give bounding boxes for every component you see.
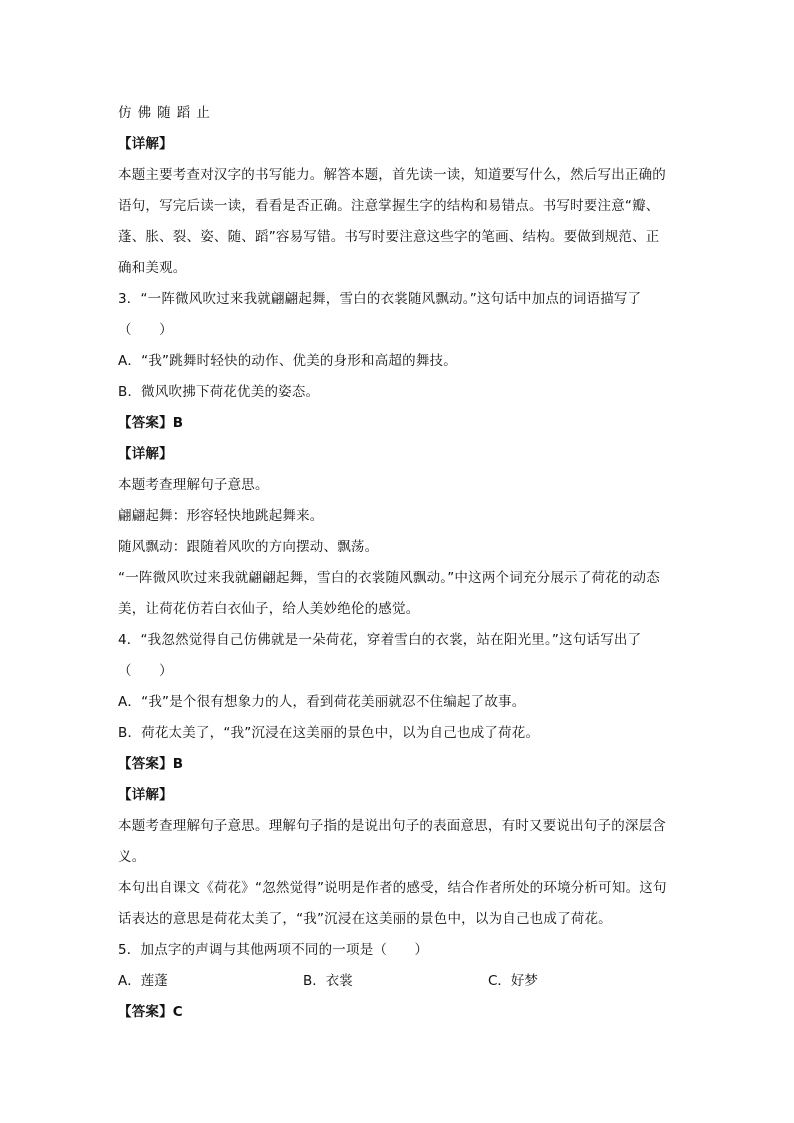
question-3-option-a: A．“我”跳舞时轻快的动作、优美的身形和高超的舞技。	[118, 353, 457, 369]
explanation-text: 义。	[118, 849, 146, 865]
explanation-text: 本题考查理解句子意思。	[118, 477, 269, 493]
explanation-text: 语句，写完后读一读，看看是否正确。注意掌握生字的结构和易错点。书写时要注意“瓣、	[118, 198, 660, 214]
question-5-option-b: B．衣裳	[303, 973, 353, 989]
answer-heading: 【答案】C	[118, 1004, 183, 1020]
explanation-heading: 【详解】	[118, 446, 173, 462]
question-3-blank: （ ）	[118, 322, 173, 338]
explanation-text: 美，让荷花仿若白衣仙子，给人美妙绝伦的感觉。	[118, 601, 420, 617]
question-3: 3．“一阵微风吹过来我就翩翩起舞，雪白的衣裳随风飘动。”这句话中加点的词语描写了	[118, 291, 642, 307]
question-4-blank: （ ）	[118, 663, 173, 679]
explanation-text: 话表达的意思是荷花太美了，“我”沉浸在这美丽的景色中，以为自己也成了荷花。	[118, 911, 612, 927]
explanation-text: 蓬、胀、裂、姿、随、蹈”容易写错。书写时要注意这些字的笔画、结构。要做到规范、正	[118, 229, 660, 245]
question-4-option-a: A．“我”是个很有想象力的人，看到荷花美丽就忍不住编起了故事。	[118, 694, 526, 710]
question-5: 5．加点字的声调与其他两项不同的一项是（ ）	[118, 942, 429, 958]
answer-heading: 【答案】B	[118, 415, 184, 431]
explanation-heading: 【详解】	[118, 787, 173, 803]
explanation-text: 翩翩起舞：形容轻快地跳起舞来。	[118, 508, 324, 524]
question-3-option-b: B．微风吹拂下荷花优美的姿态。	[118, 384, 320, 400]
explanation-text: 本题主要考查对汉字的书写能力。解答本题，首先读一读，知道要写什么，然后写出正确的	[118, 167, 666, 183]
answer-heading: 【答案】B	[118, 756, 184, 772]
answer-characters: 仿 佛 随 蹈 止	[118, 105, 211, 121]
question-5-option-c: C．好梦	[488, 973, 538, 989]
explanation-text: 确和美观。	[118, 260, 187, 276]
explanation-text: “一阵微风吹过来我就翩翩起舞，雪白的衣裳随风飘动。”中这两个词充分展示了荷花的动态	[118, 570, 660, 586]
question-4-option-b: B．荷花太美了，“我”沉浸在这美丽的景色中，以为自己也成了荷花。	[118, 725, 540, 741]
explanation-heading: 【详解】	[118, 136, 173, 152]
explanation-text: 本题考查理解句子意思。理解句子指的是说出句子的表面意思，有时又要说出句子的深层含	[118, 818, 666, 834]
question-4: 4．“我忽然觉得自己仿佛就是一朵荷花，穿着雪白的衣裳，站在阳光里。”这句话写出了	[118, 632, 642, 648]
explanation-text: 随风飘动：跟随着风吹的方向摆动、飘荡。	[118, 539, 379, 555]
explanation-text: 本句出自课文《荷花》“忽然觉得”说明是作者的感受，结合作者所处的环境分析可知。这句	[118, 880, 667, 896]
question-5-option-a: A．莲蓬	[118, 973, 168, 989]
